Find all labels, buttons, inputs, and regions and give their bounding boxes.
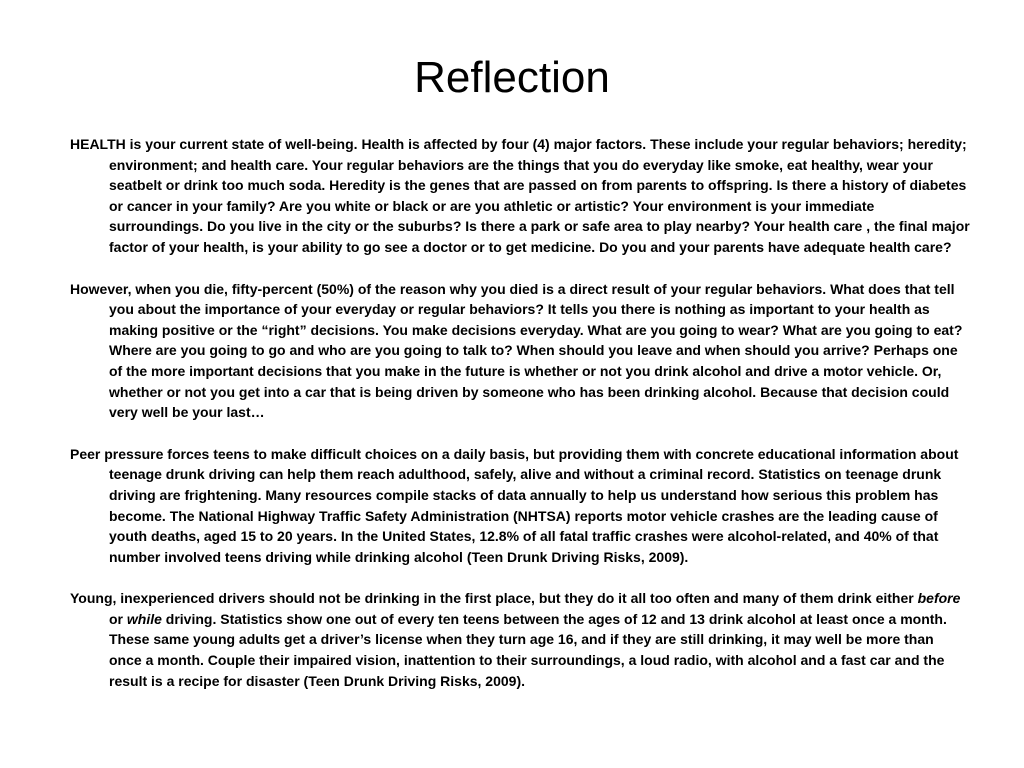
- paragraph-text-segment: Young, inexperienced drivers should not be drinking in the first place, but they do it all too often and many of them drink either: [70, 590, 918, 607]
- emphasis-before: before: [917, 590, 961, 607]
- emphasis-while: while: [126, 610, 162, 627]
- slide-title: Reflection: [414, 53, 610, 102]
- paragraph-regular-behaviors: However, when you die, fifty-percent (50%) of the reason why you died is a direct result of your regular behaviors. What does that tell you about the importance of your everyday or regular behaviors? It tells you there is nothing as important to your health as making positive or the “right” decisions. You make decisions everyday. What are you going to wear? What are you going to eat? Where are you going to go and who are you going to talk to? When should you leave and when should you arrive? Perhaps one of the more important decisions that you make in the future is whether or not you drink alcohol and drive a motor vehicle. Or, whether or not you get into a car that is being driven by someone who has been drinking alcohol. Because that decision could very well be your last…: [70, 280, 963, 421]
- paragraph-text-segment: or: [109, 610, 127, 627]
- paragraph-text-segment: driving. Statistics show one out of every ten teens between the ages of 12 and 13 drink alcohol at least once a month. These same young adults get a driver’s license when they turn age 16, and if they are still drinking, it may well be more than once a month. Couple their impaired vision, inattention to their surroundings, a loud radio, with alcohol and a fast car and the result is a recipe for disaster (Teen Drunk Driving Risks, 2009).: [109, 610, 947, 689]
- paragraph-young-drivers: [70, 588, 970, 691]
- paragraph-peer-pressure: Peer pressure forces teens to make difficult choices on a daily basis, but providing them with concrete educational information about teenage drunk driving can help them reach adulthood, safely, alive and without a criminal record. Statistics on teenage drunk driving are frightening. Many resources compile stacks of data annually to help us understand how serious this problem has become. The National Highway Traffic Safety Administration (NHTSA) reports motor vehicle crashes are the leading cause of youth deaths, aged 15 to 20 years. In the United States, 12.8% of all fatal traffic crashes were alcohol-related, and 40% of that number involved teens driving while drinking alcohol (Teen Drunk Driving Risks, 2009).: [70, 445, 959, 565]
- slide-body: [70, 134, 970, 691]
- paragraph-health-factors: HEALTH is your current state of well-being. Health is affected by four (4) major factors. These include your regular behaviors; heredity; environment; and health care. Your regular behaviors are the things that you do everyday like smoke, eat healthy, wear your seatbelt or drink too much soda. Heredity is the genes that are passed on from parents to offspring. Is there a history of diabetes or cancer in your family? Are you white or black or are you athletic or artistic? Your environment is your immediate surroundings. Do you live in the city or the suburbs? Is there a park or safe area to play nearby? Your health care , the final major factor of your health, is your ability to go see a doctor or to get medicine. Do you and your parents have adequate health care?: [70, 136, 970, 255]
